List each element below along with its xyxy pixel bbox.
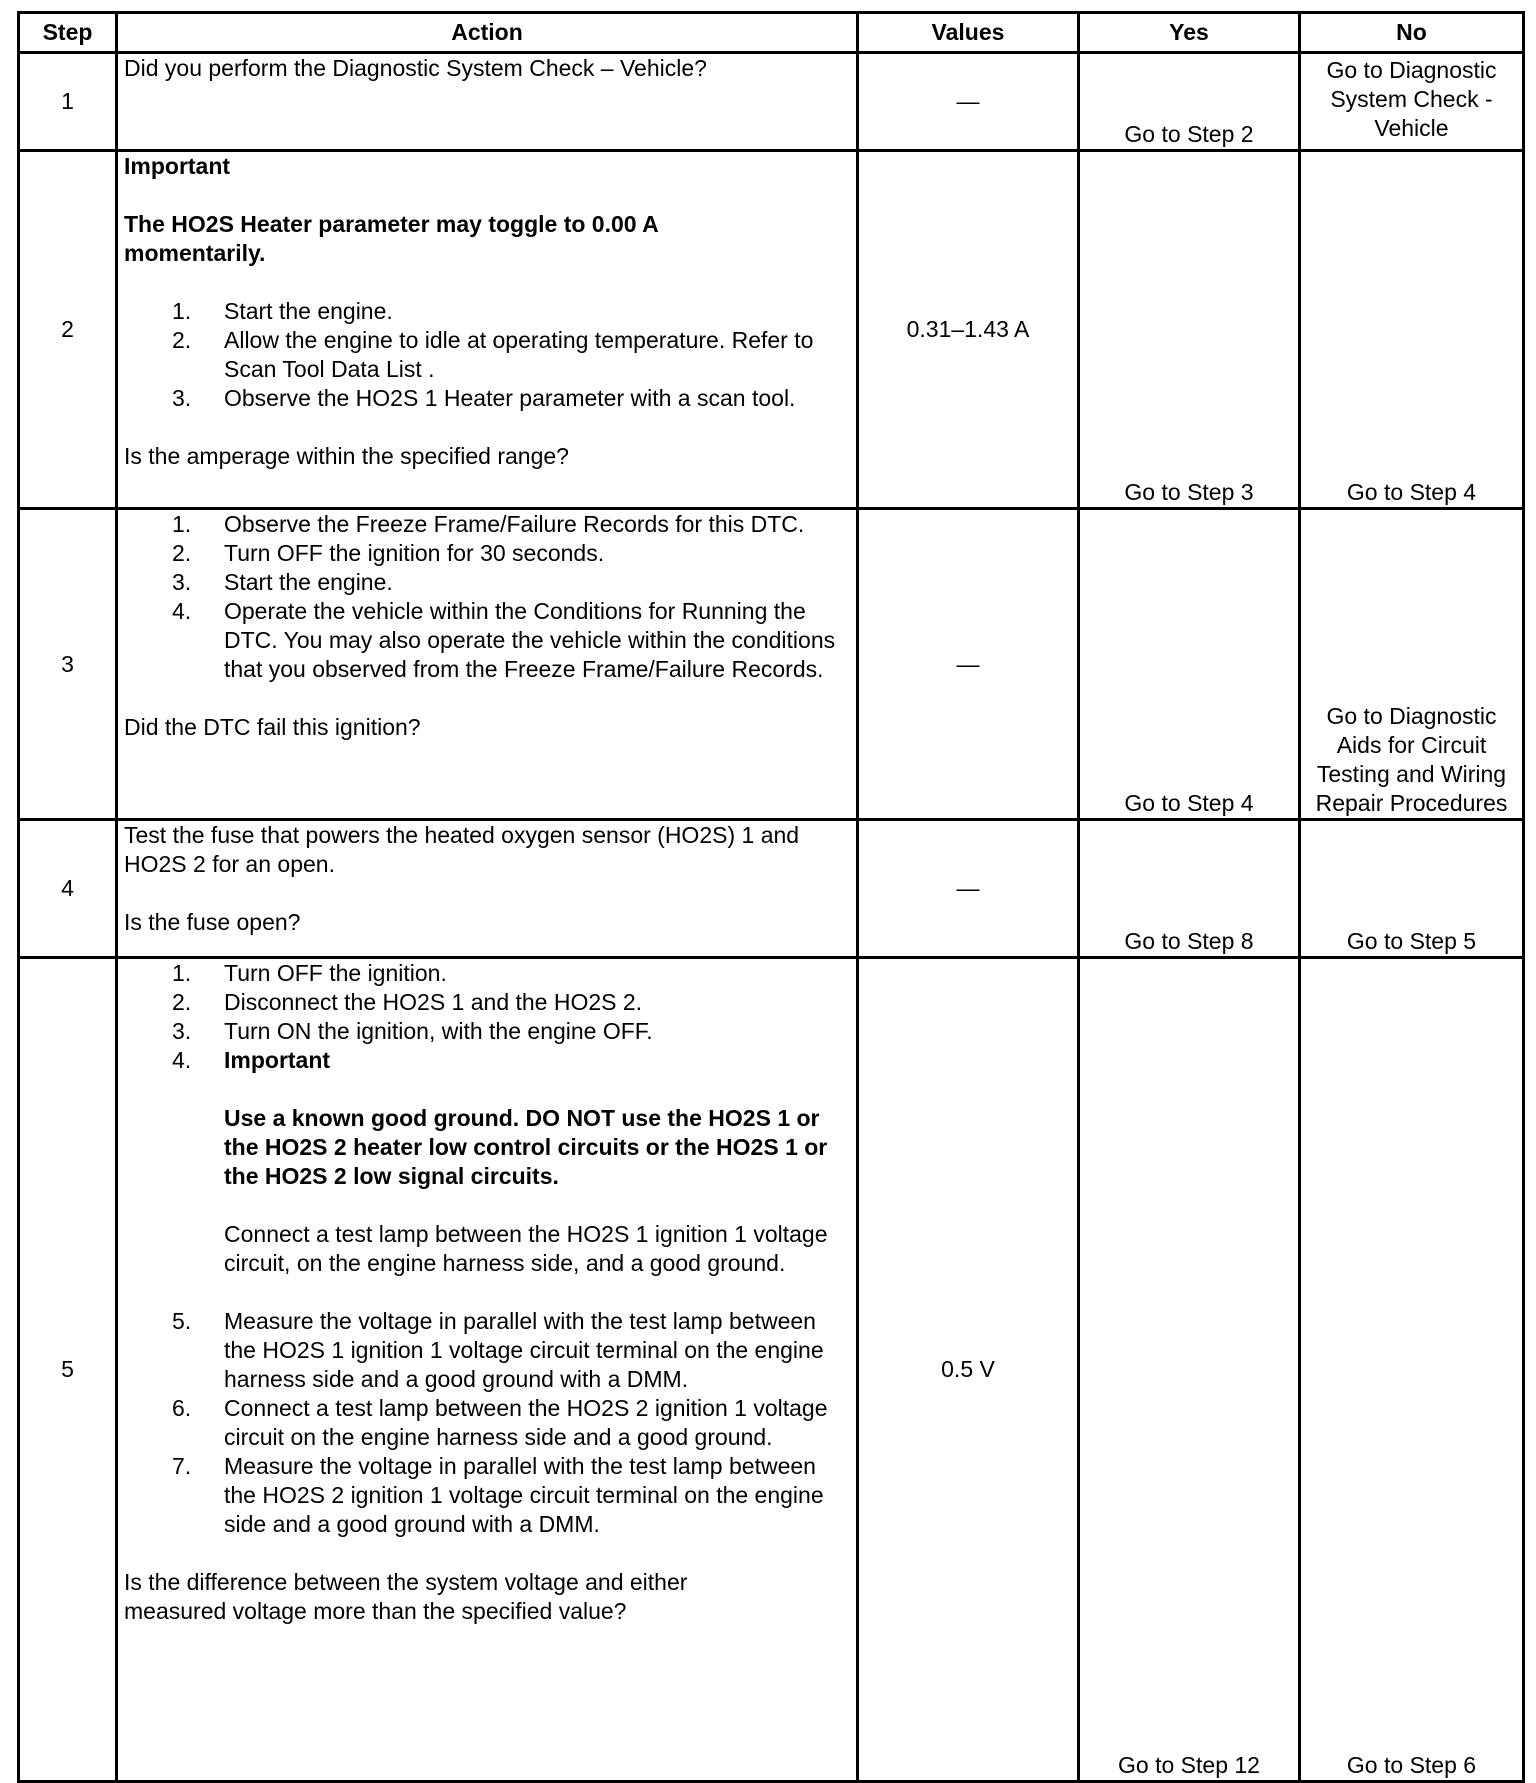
list-item: 3. Observe the HO2S 1 Heater parameter with a scan tool. bbox=[172, 385, 796, 411]
yes-cell: Go to Step 12 bbox=[1079, 958, 1300, 1782]
action-steps bbox=[124, 297, 850, 413]
header-action: Action bbox=[117, 13, 858, 53]
values-cell: — bbox=[858, 509, 1079, 820]
action-question: Is the amperage within the specified range? bbox=[124, 443, 569, 469]
list-item: 2. Disconnect the HO2S 1 and the HO2S 2. bbox=[172, 989, 643, 1015]
action-steps bbox=[124, 510, 850, 684]
yes-cell: Go to Step 4 bbox=[1079, 509, 1300, 820]
values-cell: — bbox=[858, 820, 1079, 958]
header-yes: Yes bbox=[1079, 13, 1300, 53]
important-label: Important bbox=[124, 153, 231, 179]
yes-cell: Go to Step 3 bbox=[1079, 151, 1300, 509]
no-cell: Go to Step 4 bbox=[1300, 151, 1524, 509]
list-item: 1. Start the engine. bbox=[172, 298, 393, 324]
action-cell bbox=[117, 151, 858, 509]
table-row bbox=[19, 151, 1524, 509]
step-number: 4 bbox=[19, 820, 117, 958]
list-item: 1. Observe the Freeze Frame/Failure Records for this DTC. bbox=[172, 511, 805, 537]
values-cell: 0.5 V bbox=[858, 958, 1079, 1782]
table-row bbox=[19, 820, 1524, 958]
no-cell: Go to Step 5 bbox=[1300, 820, 1524, 958]
list-item: 4. Operate the vehicle within the Conditions for Running the DTC. You may also operate the vehicle within the conditions that you observed from the Freeze Frame/Failure Records. bbox=[172, 598, 836, 682]
action-cell bbox=[117, 509, 858, 820]
list-item: 1. Turn OFF the ignition. bbox=[172, 960, 447, 986]
header-row bbox=[19, 13, 1524, 53]
action-question: Is the fuse open? bbox=[124, 909, 301, 935]
action-question: Did the DTC fail this ignition? bbox=[124, 714, 421, 740]
yes-cell: Go to Step 2 bbox=[1079, 53, 1300, 151]
list-item: 3. Start the engine. bbox=[172, 569, 393, 595]
action-cell bbox=[117, 53, 858, 151]
table-row bbox=[19, 53, 1524, 151]
action-question: Did you perform the Diagnostic System Check – Vehicle? bbox=[124, 55, 707, 81]
header-values: Values bbox=[858, 13, 1079, 53]
table-row bbox=[19, 509, 1524, 820]
action-cell bbox=[117, 820, 858, 958]
list-item: 2. Allow the engine to idle at operating temperature. Refer to Scan Tool Data List . bbox=[172, 327, 814, 382]
action-steps bbox=[124, 1307, 850, 1539]
values-cell: — bbox=[858, 53, 1079, 151]
step-number: 2 bbox=[19, 151, 117, 509]
list-item: 2. Turn OFF the ignition for 30 seconds. bbox=[172, 540, 605, 566]
no-cell: Go to Step 6 bbox=[1300, 958, 1524, 1782]
important-text: The HO2S Heater parameter may toggle to 0.00 A momentarily. bbox=[124, 211, 658, 266]
header-no: No bbox=[1300, 13, 1524, 53]
action-steps bbox=[124, 959, 850, 1075]
table-row bbox=[19, 958, 1524, 1782]
action-text: Test the fuse that powers the heated oxygen sensor (HO2S) 1 and HO2S 2 for an open. bbox=[124, 822, 800, 877]
values-cell: 0.31–1.43 A bbox=[858, 151, 1079, 509]
header-step: Step bbox=[19, 13, 117, 53]
list-item: 5. Measure the voltage in parallel with the test lamp between the HO2S 1 ignition 1 voltage circuit terminal on the engine harness side and a good ground with a DMM. bbox=[172, 1308, 824, 1392]
step-number: 1 bbox=[19, 53, 117, 151]
step-number: 5 bbox=[19, 958, 117, 1782]
no-cell: Go to Diagnostic System Check - Vehicle bbox=[1300, 53, 1524, 151]
no-cell: Go to Diagnostic Aids for Circuit Testing and Wiring Repair Procedures bbox=[1300, 509, 1524, 820]
list-item: 7. Measure the voltage in parallel with the test lamp between the HO2S 2 ignition 1 voltage circuit terminal on the engine side and a good ground with a DMM. bbox=[172, 1453, 824, 1537]
diagnostic-table bbox=[17, 11, 1525, 1783]
list-item: 4. Important bbox=[172, 1047, 331, 1073]
step-number: 3 bbox=[19, 509, 117, 820]
action-question: Is the difference between the system voltage and either measured voltage more than the specified value? bbox=[124, 1569, 688, 1624]
important-text: Use a known good ground. DO NOT use the HO2S 1 or the HO2S 2 heater low control circuits or the HO2S 1 or the HO2S 2 low signal circuits. bbox=[224, 1105, 828, 1189]
yes-cell: Go to Step 8 bbox=[1079, 820, 1300, 958]
action-cell bbox=[117, 958, 858, 1782]
list-item: 3. Turn ON the ignition, with the engine OFF. bbox=[172, 1018, 653, 1044]
list-item: 6. Connect a test lamp between the HO2S 2 ignition 1 voltage circuit on the engine harness side and a good ground. bbox=[172, 1395, 828, 1450]
action-text: Connect a test lamp between the HO2S 1 ignition 1 voltage circuit, on the engine harness side, and a good ground. bbox=[224, 1221, 828, 1276]
